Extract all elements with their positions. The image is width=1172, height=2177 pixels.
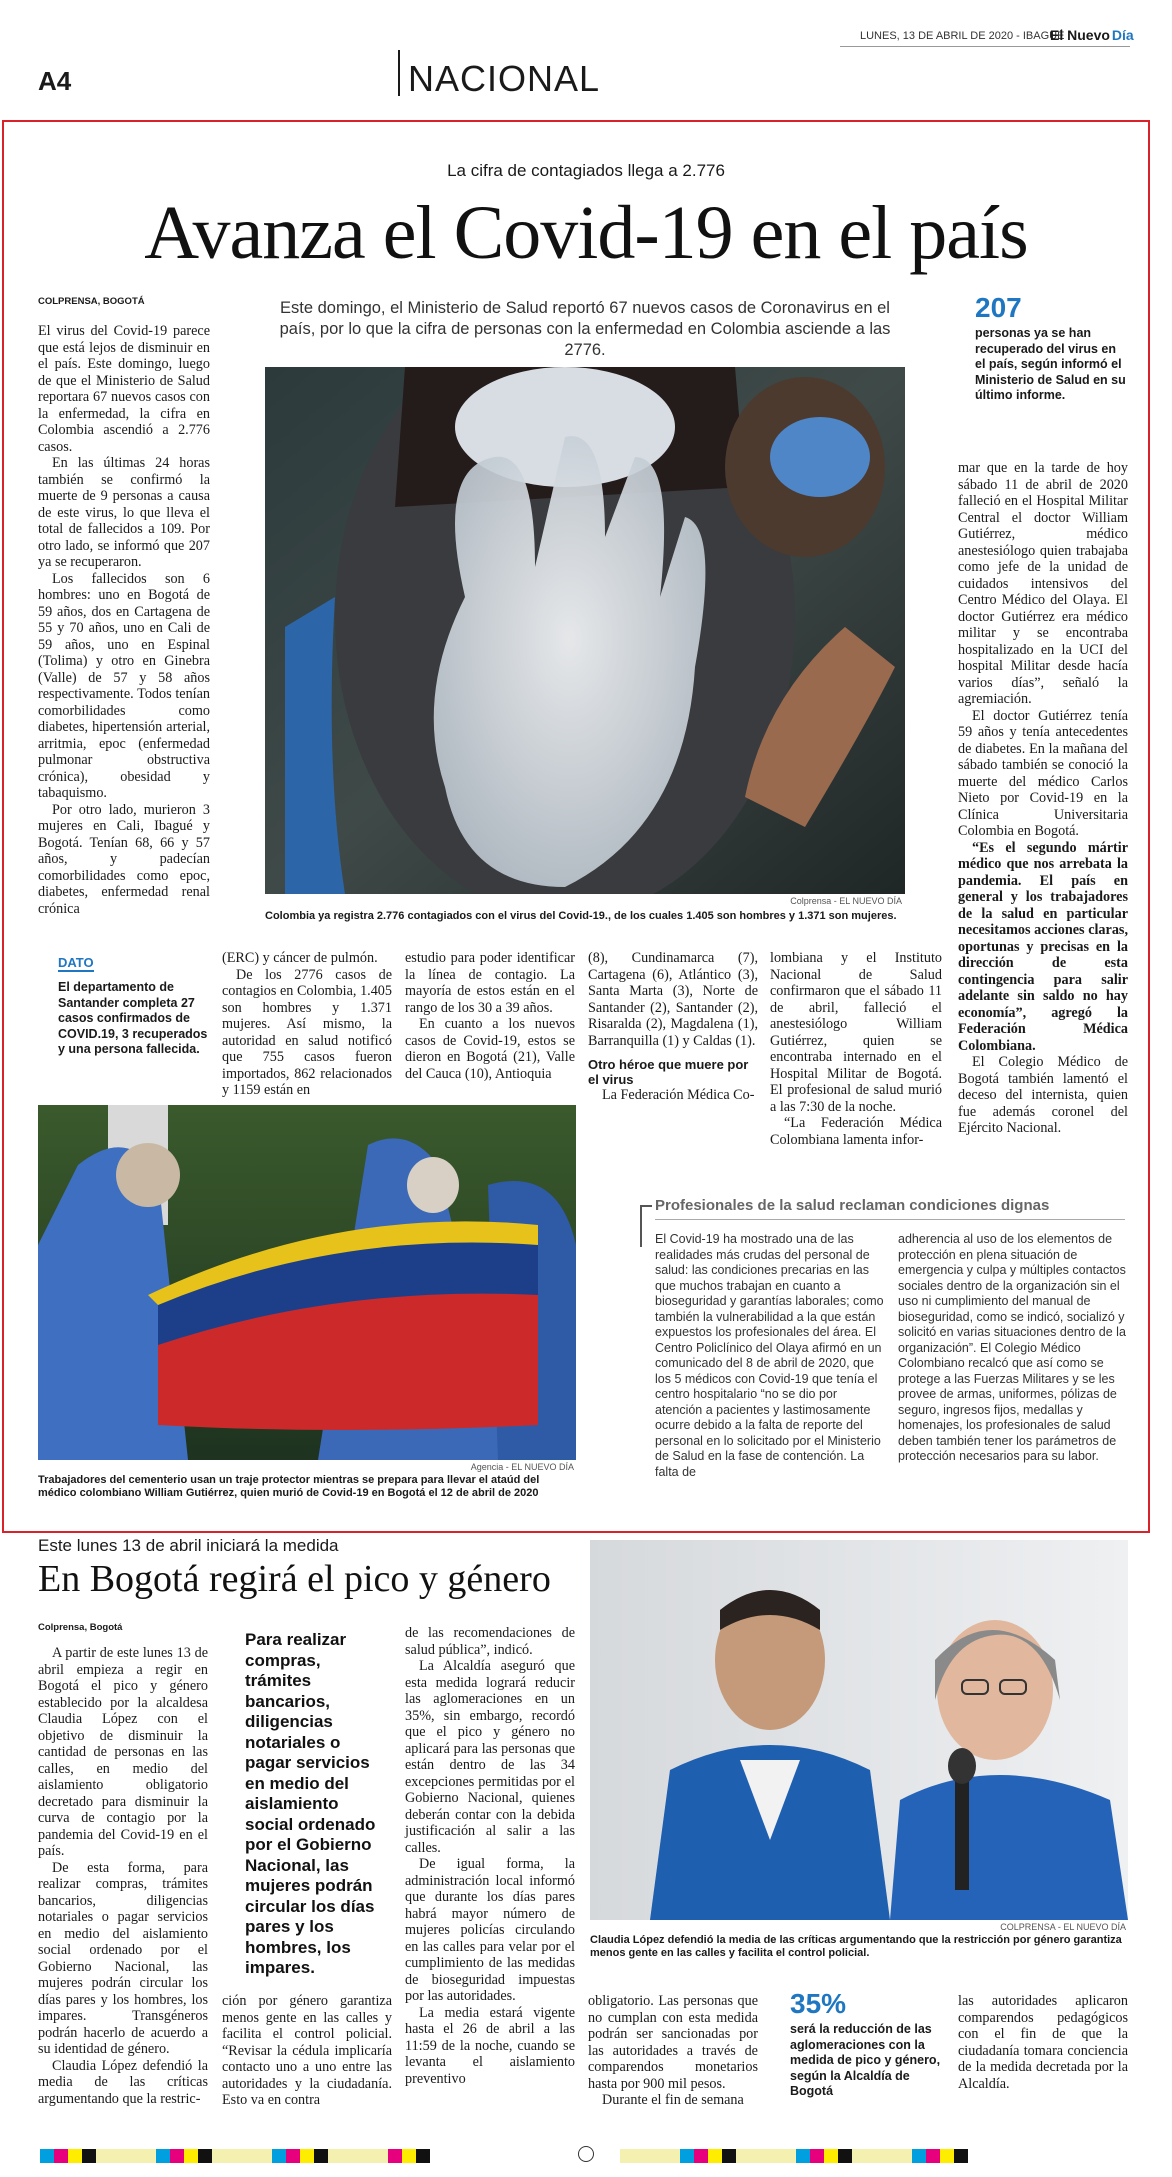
registration-bar-right: [620, 2148, 968, 2167]
article2-column-6: [958, 1993, 1128, 2092]
article2-column-1: [38, 1645, 208, 2107]
article1-col6-paragraph-2: El doctor Gutiérrez tenía 59 años y tenía antecedentes de diabetes. En la mañana del sábado también se conoció la muerte del médico Carlos Nieto por Covid-19 en la Clínica Universitaria Colombia en Bogotá.: [958, 707, 1128, 839]
masthead-part-1: El Nuevo: [1050, 27, 1110, 43]
article1-col4-text: (8), Cundinamarca (7), Cartagena (6), Atlántico (3), Santa Marta (3), Norte de Santander (2), Santander (2), Risaralda (2), Magdalena (1), Barranquilla (1) y Caldas (1).: [588, 950, 758, 1049]
article1-col6-paragraph-3: “Es el segundo mártir médico que nos arrebata la pandemia. El país en general y los trabajadores de la salud en particular necesitamos acciones claras, oportunas y precisas en la dirección de esta contingencia para salir adelante sin saldo no hay economía”, agregó la Federación Médica Colombiana.: [958, 839, 1128, 1054]
article2-headline: En Bogotá regirá el pico y género: [38, 1558, 551, 1600]
registration-crosshair-icon: [578, 2146, 594, 2162]
article1-col4-after: La Federación Médica Co-: [602, 1087, 755, 1103]
photo1-credit: Colprensa - EL NUEVO DÍA: [790, 896, 902, 906]
photo-hands-mask: [265, 367, 905, 894]
article2-column-3: [405, 1625, 575, 2087]
article2-col1-paragraph-1: A partir de este lunes 13 de abril empieza a regir en Bogotá el pico y género establecido por la alcaldesa Claudia López con el objetivo de disminuir la cantidad de personas en las calles, en medio del aislamiento obligatorio decretado para disminuir la curva de contagio por la pandemia del Covid-19 en el país.: [38, 1645, 208, 1859]
article1-col3-paragraph-2: En cuanto a los nuevos casos de Covid-19, estos se dieron en Bogotá (21), Valle del Cauca (10), Antioquia: [405, 1016, 575, 1082]
sidebar-title: Profesionales de la salud reclaman condiciones dignas: [655, 1197, 1050, 1214]
article2-col3-paragraph-3: De igual forma, la administración local informó que durante los días pares habrá mayor número de mujeres policías circulando en las calles para velar por el cumplimiento de las medidas de bioseguridad impuestas por las autoridades.: [405, 1856, 575, 2004]
article2-col3-paragraph-4: La media estará vigente hasta el 26 de abril a las 11:59 de la noche, cuando se levanta el aislamiento preventivo: [405, 2004, 575, 2087]
stat-text-207: personas ya se han recuperado del virus en el país, según informó el Ministerio de Salud en su último informe.: [975, 326, 1126, 402]
page-number: A4: [38, 66, 72, 96]
article1-column-5: [770, 950, 942, 1148]
photo2-credit: Agencia - EL NUEVO DÍA: [470, 1462, 574, 1472]
photo3-credit: COLPRENSA - EL NUEVO DÍA: [1000, 1922, 1126, 1932]
photo2-caption: Trabajadores del cementerio usan un traje protector mientras se prepara para llevar el ataúd del médico colombiano William Gutiérrez, quien murió de Covid-19 en Bogotá el 12 de abril de 2020: [38, 1474, 540, 1499]
article2-kicker: Este lunes 13 de abril iniciará la medida: [38, 1536, 339, 1555]
article1-col4-subhead: Otro héroe que muere por el virus: [588, 1057, 749, 1087]
article1-col5-paragraph-1: lombiana y el Instituto Nacional de Salud confirmaron que el sábado 11 de abril, falleció el anestesiólogo William Gutiérrez, quien se encontraba internado en el Hospital Militar de Bogotá. El profesional de salud murió a las 7:30 de la noche.: [770, 950, 942, 1115]
sidebar-rule: [655, 1219, 1125, 1220]
article2-col6-text: las autoridades aplicaron comparendos pedagógicos con el fin de que la ciudadanía tomara conciencia de la medida decretada por la Alcaldía.: [958, 1993, 1128, 2092]
section-title: NACIONAL: [408, 58, 601, 99]
article2-byline: Colprensa, Bogotá: [38, 1622, 123, 1633]
article1-col5-paragraph-2: “La Federación Médica Colombiana lamenta infor-: [770, 1115, 942, 1148]
article1-kicker: La cifra de contagiados llega a 2.776: [447, 161, 725, 180]
sidebar-col-1: El Covid-19 ha mostrado una de las realidades más crudas del personal de salud: las condiciones precarias en las que muchos trabajan en cuanto a bioseguridad y garantías laborales; como también la vulnerabilidad a la que están expuestos los profesionales del área. El Centro Policlínico del Olaya afirmó en un comunicado del 8 de abril de 2020, que los 5 médicos con Covid-19 que tenía el centro hospitalario “no se dio por atención a pacientes y lastimosamente ocurre debido a la falta de reporte del personal en lo solicitado por el Ministerio de Salud en la fase de contención. La falta de: [655, 1232, 884, 1479]
article1-column-2: [222, 950, 392, 1099]
masthead: [1050, 27, 1134, 43]
article1-deck: Este domingo, el Ministerio de Salud reportó 67 nuevos casos de Coronavirus en el país, por lo que la cifra de personas con la enfermedad en Colombia asciende a las 2776.: [279, 299, 891, 359]
article1-col1-paragraph-4: Por otro lado, murieron 3 mujeres en Cali, Ibagué y Bogotá. Tenían 68, 66 y 57 años, y padecían comorbilidades como epoc, diabetes, enfermedad renal crónica: [38, 801, 210, 917]
dateline: LUNES, 13 DE ABRIL DE 2020 - IBAGUÉ: [860, 30, 1065, 42]
article1-col1-paragraph-1: El virus del Covid-19 parece que está lejos de disminuir en el país. Este domingo, luego de que el Ministerio de Salud reportara 67 nuevos casos con la enfermedad, la cifra en Colombia ascendió a 2.776 casos.: [38, 323, 210, 455]
article1-column-1: [38, 323, 210, 917]
header-rule: [840, 46, 1130, 47]
article2-column-4: [588, 1993, 758, 2109]
article1-headline: Avanza el Covid-19 en el país: [144, 191, 1028, 275]
photo1-caption: Colombia ya registra 2.776 contagiados con el virus del Covid-19., de los cuales 1.405 son hombres y 1.371 son mujeres.: [265, 910, 897, 922]
article1-column-3: [405, 950, 575, 1082]
dato-text: El departamento de Santander completa 27 casos confirmados de COVID.19, 3 recuperados y una persona fallecida.: [58, 980, 208, 1056]
registration-bar-left: [40, 2148, 430, 2167]
article1-column-4: [588, 950, 758, 1104]
sidebar-bracket: [640, 1205, 652, 1247]
article1-col3-paragraph-1: estudio para poder identificar la línea de contagio. La mayoría de estos están en el rango de los 30 a 39 años.: [405, 950, 575, 1016]
article1-col2-paragraph-1: (ERC) y cáncer de pulmón.: [222, 950, 378, 966]
article1-col6-paragraph-4: El Colegio Médico de Bogotá también lamentó el deceso del internista, quien fue además coronel del Ejército Nacional.: [958, 1054, 1128, 1136]
stat-text-35: será la reducción de las aglomeraciones con la medida de pico y género, según la Alcaldía de Bogotá: [790, 2022, 941, 2098]
article1-byline: COLPRENSA, BOGOTÁ: [38, 296, 145, 307]
article1-col1-paragraph-3: Los fallecidos son 6 hombres: uno en Bogotá de 59 años, dos en Cartagena de 55 y 70 años, uno en Cali de 59 años, uno en Espinal (Tolima) y otro en Ginebra (Valle) de 57 y 58 años respectivamente. Todos tenían comorbilidades como diabetes, hipertensión arterial, arritmia, epoc (enfermedad pulmonar obstructiva crónica), obesidad y tabaquismo.: [38, 570, 210, 801]
photo-cemetery-workers: [38, 1105, 576, 1460]
article1-col2-paragraph-2: De los 2776 casos de contagios en Colombia, 1.405 son hombres y 1.371 mujeres. Así mismo, la autoridad en salud notificó que 755 casos fueron importados, 862 relacionados y 1159 están en: [222, 966, 392, 1098]
stat-number-207: 207: [975, 292, 1022, 323]
article1-col1-paragraph-2: En las últimas 24 horas también se confirmó la muerte de 9 personas a causa de este virus, lo que lleva el total de fallecidos a 109. Por otro lado, se informó que 207 ya se recuperaron.: [38, 455, 210, 570]
photo-claudia-lopez: [590, 1540, 1128, 1920]
article2-col3-paragraph-2: La Alcaldía aseguró que esta medida logrará reducir las aglomeraciones en un 35%, sin embargo, recordó que el pico y género no aplicará para las personas que están dentro de las 34 excepciones permitidas por el Gobierno Nacional, quienes deberán contar con la debida justificación al salir a las calles.: [405, 1658, 575, 1856]
article1-col6-paragraph-1: mar que en la tarde de hoy sábado 11 de abril de 2020 falleció en el Hospital Militar Central el doctor William Gutiérrez, médico anestesiólogo quien trabajaba como jefe de la unidad de cuidados intensivos del Centro Médico del Olaya. El doctor Gutiérrez era médico militar y se encontraba hospitalizado en la UCI del hospital Militar desde hacía varios días”, señaló la agremiación.: [958, 460, 1128, 707]
dato-label: DATO: [58, 955, 94, 970]
stat-number-35: 35%: [790, 1988, 847, 2019]
sidebar-col-2: adherencia al uso de los elementos de protección en plena situación de emergencia y culpa y múltiples contactos sociales dentro de la organización sin el uso ni cumplimiento del manual de bioseguridad, como se indicó, socializó y solicitó en varias situaciones dentro de la organización”. El Colegio Médico Colombiano recalcó que así como se protege a las Fuerzas Militares y se les provee de armas, uniformes, pólizas de seguro, ingresos fijos, medallas y homenajes, los profesionales de salud deben también tener los parámetros de protección necesarios para su labor.: [898, 1232, 1126, 1463]
article1-column-6: [958, 460, 1128, 1137]
article2-col4-paragraph-2: Durante el fin de semana: [602, 2092, 744, 2108]
article2-col4-paragraph-1: obligatorio. Las personas que no cumplan con esta medida podrán ser sancionadas por las autoridades a través de comparendos monetarios hasta por 900 mil pesos.: [588, 1993, 758, 2092]
pullquote: Para realizar compras, trámites bancarios, diligencias notariales o pagar servicios en medio del aislamiento social ordenado por el Gobierno Nacional, las mujeres podrán circular los días pares y los hombres, los impares.: [245, 1630, 376, 1977]
photo3-caption: Claudia López defendió la media de las críticas argumentando que la restricción por género garantiza menos gente en las calles y facilita el control policial.: [590, 1934, 1122, 1959]
article2-col3-paragraph-1: de las recomendaciones de salud pública”, indicó.: [405, 1625, 575, 1658]
article2-col2-text: ción por género garantiza menos gente en las calles y facilita el control policial. “Revisar la cédula implicaría contacto uno a uno entre las autoridades y la ciudadanía. Esto va en contra: [222, 1993, 392, 2108]
article2-column-2-bottom: [222, 1993, 392, 2109]
article2-col1-paragraph-2: De esta forma, para realizar compras, trámites bancarios, diligencias notariales o pagar servicios en medio del aislamiento social ordenado por el Gobierno Nacional, las mujeres podrán circular los días pares y los hombres, los impares. Transgéneros podrán hacerlo de acuerdo a su identidad de género.: [38, 1859, 208, 2057]
section-divider: [398, 50, 400, 96]
masthead-part-2: Día: [1111, 27, 1134, 43]
article2-col1-paragraph-3: Claudia López defendió la media de las críticas argumentando que la restric-: [38, 2057, 208, 2107]
